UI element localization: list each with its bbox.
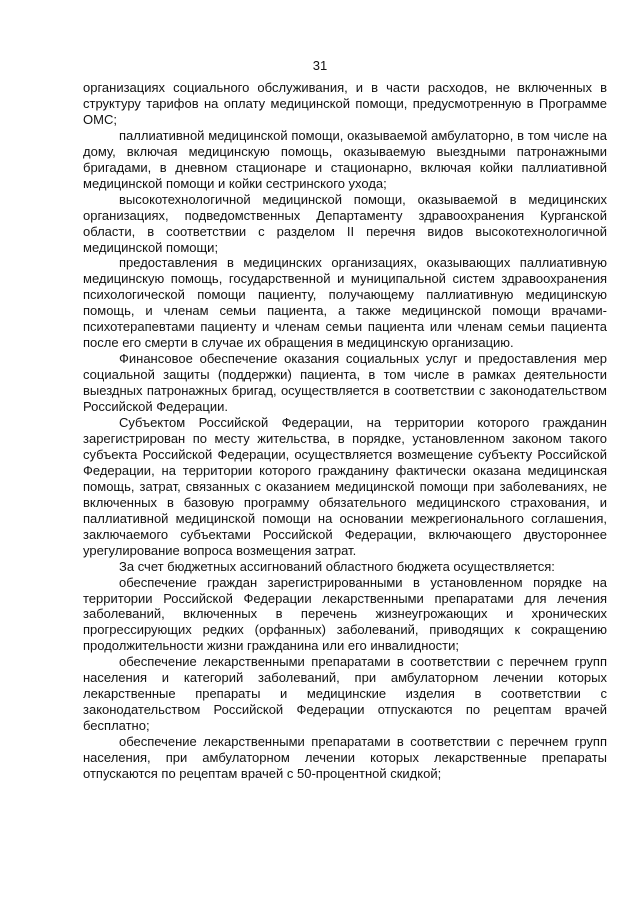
paragraph-continuation: организациях социального обслуживания, и в части расходов, не включенных в структуру тарифов на оплату медицинской помощи, предусмотренную в Программе ОМС; — [83, 80, 607, 127]
paragraph-psychological-help: предоставления в медицинских организациях, оказывающих паллиативную медицинскую помощь, государственной и муниципальной систем здравоохранения психологической помощи пациенту, получающему паллиативную медицинскую помощь, и членам семьи пациента, а также медицинской помощи врачами-психотерапевтами пациенту и членам семьи пациента или членам семьи пациента после его смерти в случае их обращения в медицинскую организацию. — [83, 255, 607, 351]
paragraph-social-services-financing: Финансовое обеспечение оказания социальных услуг и предоставления мер социальной защиты (поддержки) пациента, в том числе в рамках деятельности выездных патронажных бригад, осуществляется в соответствии с законодательством Российской Федерации. — [83, 351, 607, 415]
paragraph-budget-intro: За счет бюджетных ассигнований областного бюджета осуществляется: — [119, 558, 555, 574]
paragraph-palliative-care: паллиативной медицинской помощи, оказываемой амбулаторно, в том числе на дому, включая медицинскую помощь, оказываемую выездными патронажными бригадами, в дневном стационаре и стационарно, включая койки паллиативной медицинской помощи и койки сестринского ухода; — [83, 127, 607, 191]
paragraph-discount-drugs: обеспечение лекарственными препаратами в соответствии с перечнем групп населения, при амбулаторном лечении которых лекарственные препараты отпускаются по рецептам врачей с 50-процентной скидкой; — [83, 734, 607, 781]
document-body — [83, 80, 607, 782]
paragraph-orphan-drugs: обеспечение граждан зарегистрированными в установленном порядке на территории Российской Федерации лекарственными препаратами для лечения заболеваний, включенных в перечень жизнеугрожающих и хронических прогрессирующих редких (орфанных) заболеваний, приводящих к сокращению продолжительности жизни гражданина или его инвалидности; — [83, 574, 607, 654]
paragraph-high-tech-care: высокотехнологичной медицинской помощи, оказываемой в медицинских организациях, подведомственных Департаменту здравоохранения Курганской области, в соответствии с разделом II перечня видов высокотехнологичной медицинской помощи; — [83, 191, 607, 255]
paragraph-interregional-reimbursement: Субъектом Российской Федерации, на территории которого гражданин зарегистрирован по месту жительства, в порядке, установленном законом такого субъекта Российской Федерации, осуществляется возмещение субъекту Российской Федерации, на территории которого гражданину фактически оказана медицинская помощь, затрат, связанных с оказанием медицинской помощи при заболеваниях, не включенных в базовую программу обязательного медицинского страхования, и паллиативной медицинской помощи на основании межрегионального соглашения, заключаемого субъектами Российской Федерации, включающего двустороннее урегулирование вопроса возмещения затрат. — [83, 415, 607, 558]
paragraph-free-drugs: обеспечение лекарственными препаратами в соответствии с перечнем групп населения и категорий заболеваний, при амбулаторном лечении которых лекарственные препараты и медицинские изделия в соответствии с законодательством Российской Федерации отпускаются по рецептам врачей бесплатно; — [83, 654, 607, 734]
page-number: 31 — [312, 58, 328, 73]
